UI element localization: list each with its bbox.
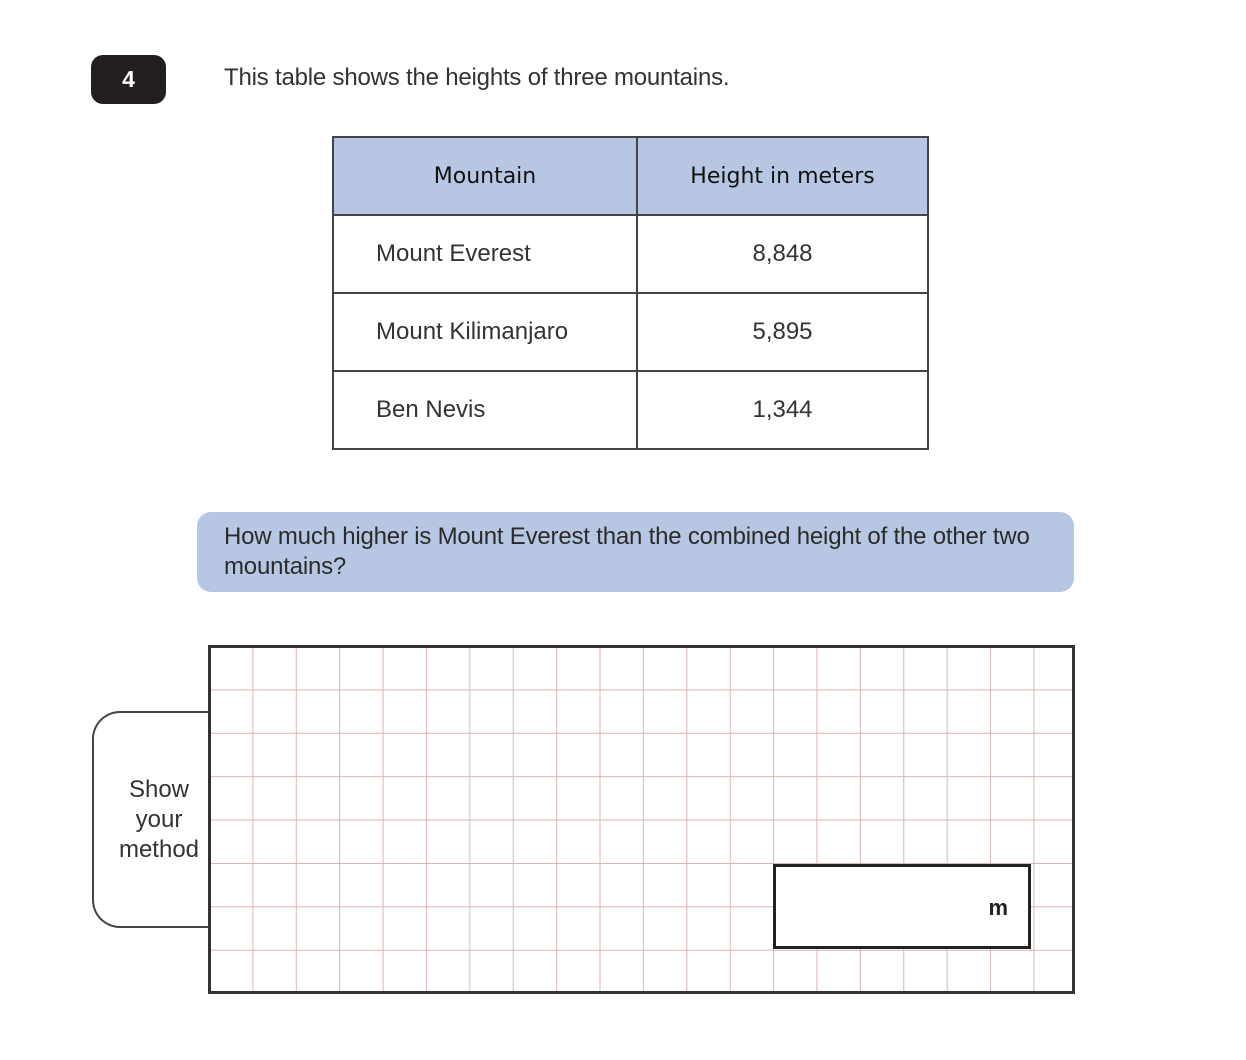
- question-prompt: How much higher is Mount Everest than the combined height of the other two mountains?: [197, 512, 1074, 592]
- mountain-height: 5,895: [637, 293, 928, 371]
- column-header-mountain: Mountain: [333, 137, 637, 215]
- table-row: [333, 371, 928, 449]
- mountain-name: Ben Nevis: [333, 371, 637, 449]
- question-number-badge: [91, 55, 166, 104]
- method-label-line: method: [118, 835, 200, 863]
- table-row: [333, 293, 928, 371]
- mountain-name: Mount Kilimanjaro: [333, 293, 637, 371]
- question-intro: This table shows the heights of three mountains.: [224, 64, 730, 91]
- table-header-row: [333, 137, 928, 215]
- method-label-line: your: [135, 805, 183, 833]
- method-label-line: Show: [128, 775, 190, 803]
- show-method-tab: [92, 711, 212, 928]
- answer-unit: m: [988, 895, 1008, 920]
- answer-box[interactable]: [773, 864, 1031, 949]
- table-row: [333, 215, 928, 293]
- column-header-height: Height in meters: [637, 137, 928, 215]
- mountain-height: 8,848: [637, 215, 928, 293]
- mountain-height: 1,344: [637, 371, 928, 449]
- mountain-name: Mount Everest: [333, 215, 637, 293]
- question-number: 4: [122, 66, 135, 92]
- mountains-table: [332, 136, 929, 450]
